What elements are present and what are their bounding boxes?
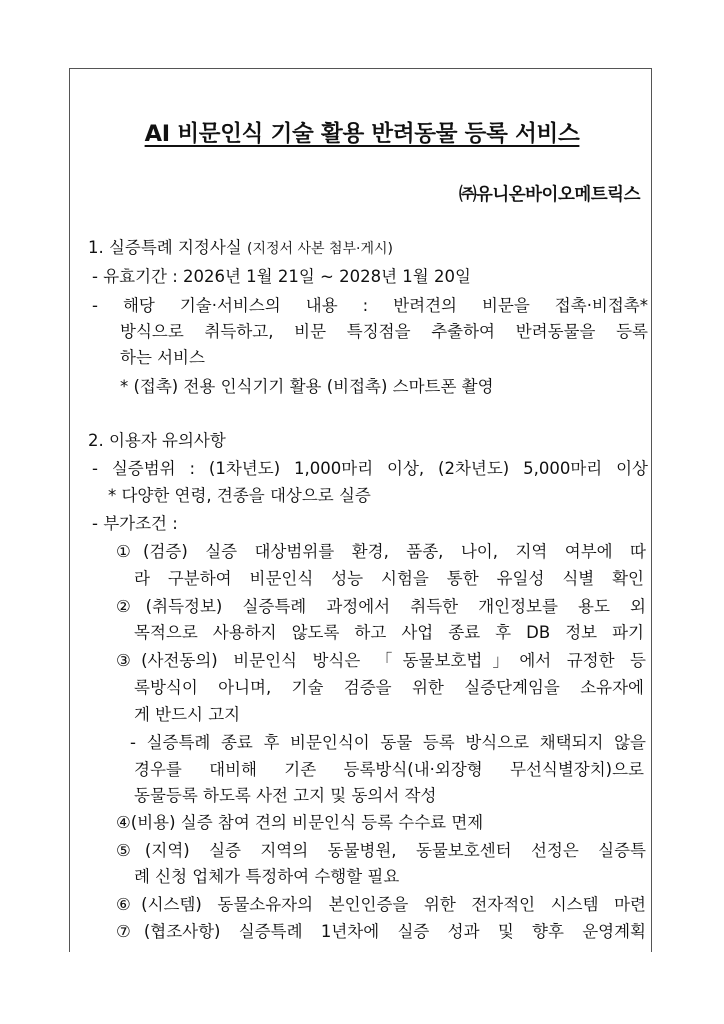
condition-3-sub-line-2: 경우를 대비해 기존 등록방식(내·외장형 무선식별장치)으로: [134, 760, 644, 779]
service-content-line-1: - 해당 기술·서비스의 내용 : 반려견의 비문을 접촉·비접촉*: [92, 296, 648, 315]
company-name: ㈜유니온바이오메트릭스: [458, 185, 640, 205]
condition-4: ④(비용) 실증 참여 견의 비문인식 등록 수수료 면제: [116, 813, 484, 832]
condition-2-line-1: ②(취득정보) 실증특례 과정에서 취득한 개인정보를 용도 외: [116, 597, 646, 616]
service-content-line-3: 하는 서비스: [120, 348, 205, 367]
validity-period: - 유효기간 : 2026년 1월 21일 ~ 2028년 1월 20일: [92, 267, 471, 286]
section-1-heading: [88, 238, 393, 259]
service-content-line-2: 방식으로 취득하고, 비문 특징점을 추출하여 반려동물을 등록: [120, 322, 648, 341]
condition-3-line-3: 게 반드시 고지: [134, 705, 241, 724]
condition-2-line-2: 목적으로 사용하지 않도록 하고 사업 종료 후 DB 정보 파기: [134, 623, 644, 642]
trial-scope: - 실증범위 : (1차년도) 1,000마리 이상, (2차년도) 5,000마리 이상: [92, 459, 648, 478]
condition-1-line-2: 라 구분하여 비문인식 성능 시험을 통한 유일성 식별 확인: [134, 569, 644, 588]
condition-5-line-2: 례 신청 업체가 특정하여 수행할 필요: [134, 867, 400, 886]
trial-scope-note: * 다양한 연령, 견종을 대상으로 실증: [108, 486, 371, 505]
section-1-heading-note: (지정서 사본 첨부·게시): [247, 241, 393, 257]
condition-3-line-2: 록방식이 아니며, 기술 검증을 위한 실증단계임을 소유자에: [134, 678, 644, 697]
condition-3-line-1: ③(사전동의) 비문인식 방식은 「동물보호법」에서 규정한 등: [116, 651, 646, 670]
condition-6: ⑥(시스템) 동물소유자의 본인인증을 위한 전자적인 시스템 마련: [116, 895, 646, 914]
section-2-heading: 2. 이용자 유의사항: [88, 431, 226, 450]
condition-7: ⑦(협조사항) 실증특례 1년차에 실증 성과 및 향후 운영계획: [116, 922, 646, 941]
document-title: AI 비문인식 기술 활용 반려동물 등록 서비스: [144, 121, 580, 147]
contact-footnote: * (접촉) 전용 인식기기 활용 (비접촉) 스마트폰 촬영: [120, 377, 494, 396]
conditions-label: - 부가조건 :: [92, 514, 178, 533]
section-1-heading-text: 1. 실증특례 지정사실: [88, 238, 242, 257]
condition-3-sub-line-3: 동물등록 하도록 사전 고지 및 동의서 작성: [134, 786, 437, 805]
condition-3-sub-line-1: - 실증특례 종료 후 비문인식이 동물 등록 방식으로 채택되지 않을: [130, 733, 646, 752]
condition-1-line-1: ①(검증) 실증 대상범위를 환경, 품종, 나이, 지역 여부에 따: [116, 542, 646, 561]
condition-5-line-1: ⑤(지역) 실증 지역의 동물병원, 동물보호센터 선정은 실증특: [116, 841, 646, 860]
